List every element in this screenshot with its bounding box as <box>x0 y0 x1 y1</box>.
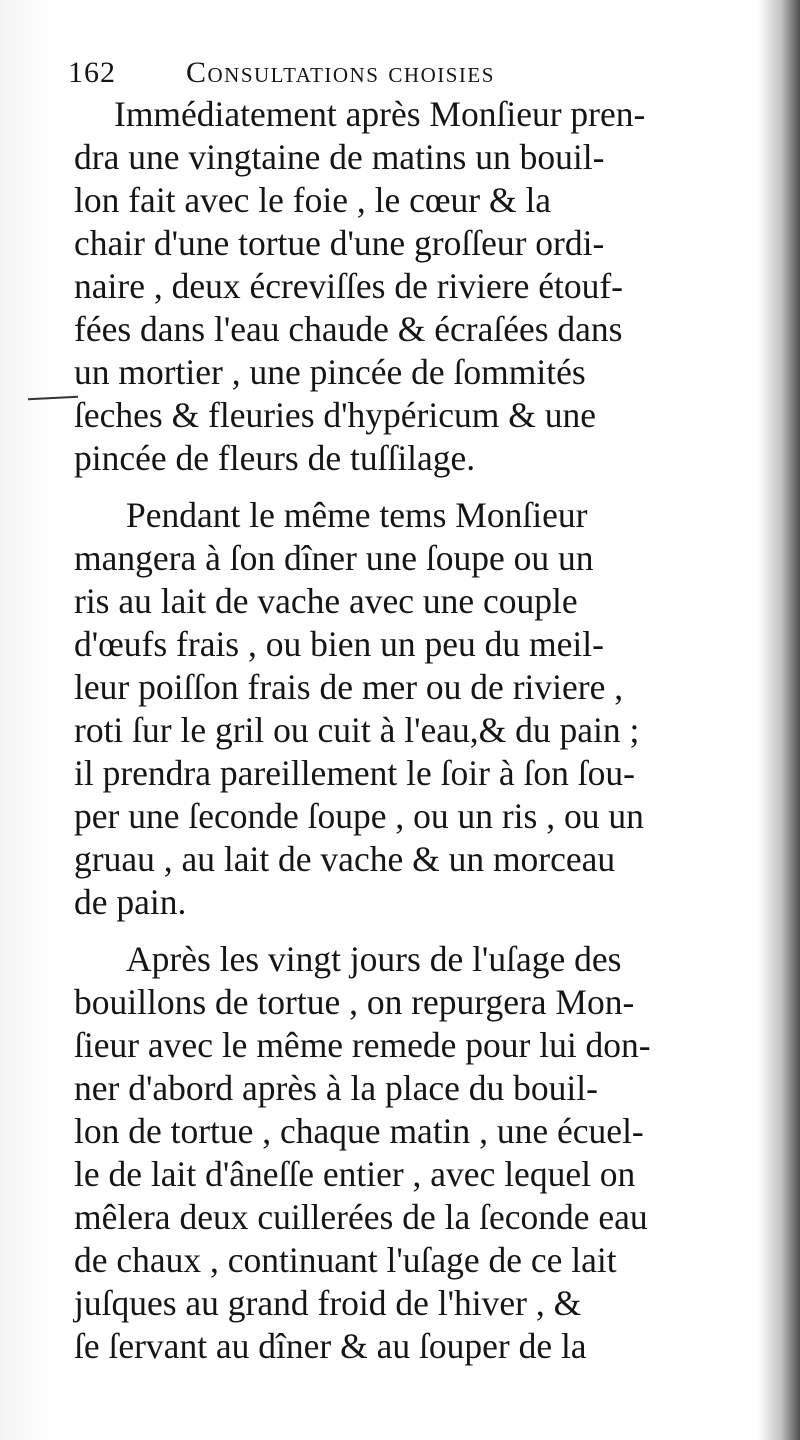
text-line: roti ſur le gril ou cuit à l'eau,& du pain ; <box>74 710 640 750</box>
text-line: lon fait avec le foie , le cœur & la <box>74 180 552 220</box>
running-title: Consultations choisies <box>186 56 495 89</box>
text-line: ſe ſervant au dîner & au ſouper de la <box>74 1326 587 1366</box>
text-line: de pain. <box>74 882 187 922</box>
text-line: ſeches & fleuries d'hypéricum & une <box>74 395 596 435</box>
text-line: un mortier , une pincée de ſommités <box>74 352 586 392</box>
text-line: dra une vingtaine de matins un bouil- <box>74 137 605 177</box>
text-line: juſques au grand froid de l'hiver , & <box>74 1283 582 1323</box>
text-line: chair d'une tortue d'une groſſeur ordi- <box>74 223 605 263</box>
text-line: lon de tortue , chaque matin , une écuel- <box>74 1111 644 1151</box>
text-line: per une ſeconde ſoupe , ou un ris , ou un <box>74 796 644 836</box>
page-left-shade <box>0 0 60 1440</box>
text-line: leur poiſſon frais de mer ou de riviere , <box>74 667 624 707</box>
text-line: le de lait d'âneſſe entier , avec lequel on <box>74 1154 636 1194</box>
text-line: naire , deux écreviſſes de riviere étouf- <box>74 266 623 306</box>
page-number: 162 <box>68 56 116 89</box>
text-line: Pendant le même tems Monſieur <box>126 495 588 535</box>
text-line: il prendra pareillement le ſoir à ſon ſou- <box>74 753 635 793</box>
text-line: ſieur avec le même remede pour lui don- <box>74 1025 651 1065</box>
text-line: ner d'abord après à la place du bouil- <box>74 1068 598 1108</box>
text-line: pincée de fleurs de tuſſilage. <box>74 438 476 478</box>
text-line: ris au lait de vache avec une couple <box>74 581 578 621</box>
text-line: mangera à ſon dîner une ſoupe ou un <box>74 538 594 578</box>
page-edge-shadow <box>758 0 800 1440</box>
text-line: Après les vingt jours de l'uſage des <box>126 939 622 979</box>
text-line: fées dans l'eau chaude & écraſées dans <box>74 309 623 349</box>
text-line: Immédiatement après Monſieur pren- <box>114 94 646 134</box>
text-line: d'œufs frais , ou bien un peu du meil- <box>74 624 604 664</box>
text-line: de chaux , continuant l'uſage de ce lait <box>74 1240 617 1280</box>
text-line: mêlera deux cuillerées de la ſeconde eau <box>74 1197 648 1237</box>
text-line: gruau , au lait de vache & un morceau <box>74 839 616 879</box>
text-line: bouillons de tortue , on repurgera Mon- <box>74 982 635 1022</box>
